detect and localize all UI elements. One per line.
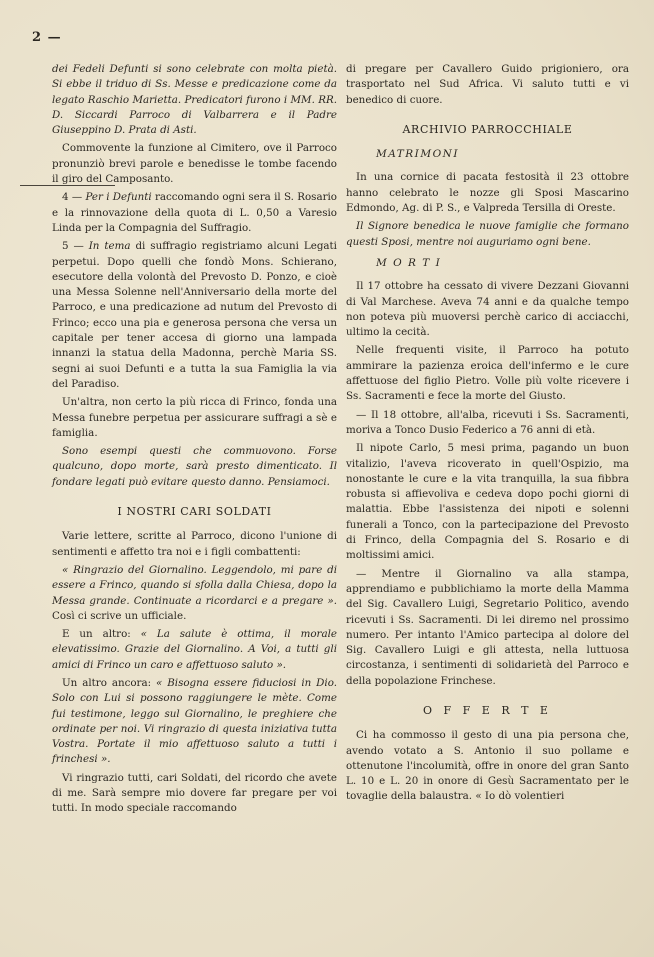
soldati-heading: I NOSTRI CARI SOLDATI [117,505,272,519]
nipote-paragraph: Il nipote Carlo, 5 mesi prima, pagando un buon vitalizio, l'aveva ricoverato in quell'Ospizio, ma nonostante le cure e la vita tranquilla, la sua fibbra robusta si affievoliva e cedeva dopo pochi giorni di malattia. Ebbe l'assistenza dei nipoti e solenni funerali a Tonco, con la partecipazione del Prevosto di Frinco, della Compagnia del S. Rosario e di moltissimi amici. [346,442,629,562]
morti-subheading: M O R T I [376,256,442,269]
dezzani-paragraph: Il 17 ottobre ha cessato di vivere Dezzani Giovanni di Val Marchese. Aveva 74 anni e da qualche tempo non poteva più muoversi perchè carico di acciacchi, ultimo la cecità. [346,280,629,339]
nozze-paragraph: In una cornice di pacata festosità il 23 ottobre hanno celebrato le nozze gli Sposi Mascarino Edmondo, Ag. di P. S., e Valpreda Tersilla di Oreste. [346,171,629,215]
visite-paragraph: Nelle frequenti visite, il Parroco ha potuto ammirare la pazienza eroica dell'infermo e le cure affettuose del figlio Pietro. Volle più volte ricevere i Ss. Sacramenti e fece la morte del Giusto. [346,344,629,403]
altro-ancora-quote: Un altro ancora: « Bisogna essere fiduciosi in Dio. Solo con Lui si possono raggiungere le mète. Come fui testimone, leggo sul Giornalino, le preghiere che ordinate per noi. Vi ringrazio di questa iniziativa tutta Vostra. Portate il mio affettuoso saluto a tutti i frinchesi ». [52,676,337,766]
cimitero-paragraph: Commovente la funzione al Cimitero, ove il Parroco pronunziò brevi parole e benedisse le tombe facendo il giro del Camposanto. [52,142,337,186]
rosario-paragraph: 4 — Per i Defunti raccomando ogni sera il S. Rosario e la rinnovazione della quota di L. 0,50 a Varesio Linda per la Compagnia del Suffragio. [52,191,337,234]
right-column [346,62,629,808]
altro-quote: E un altro: « La salute è ottima, il morale elevatissimo. Grazie del Giornalino. A Voi, a tutti gli amici di Frinco un caro e affettuoso saluto ». [52,628,338,671]
ringrazio-paragraph: Vi ringrazio tutti, cari Soldati, del ricordo che avete di me. Sarà sempre mio dovere far pregare per voi tutti. In modo speciale raccomando [52,771,337,815]
benedizione-paragraph: Il Signore benedica le nuove famiglie che formano questi Sposi, mentre noi auguriamo ogni bene. [346,220,629,248]
esempi-paragraph: Sono esempi questi che commuovono. Forse qualcuno, dopo morte, sarà presto dimenticato. Il fondare legati può evitare questo danno. Pensiamoci. [52,445,337,488]
legati-paragraph: 5 — In tema di suffragio registriamo alcuni Legati perpetui. Dopo quelli che fondò Mons. Schierano, esecutore della volontà del Prevosto D. Ponzo, e cioè una Messa Solenne nell'Anniversario della morte del Parroco, e una predicazione ad nutum del Prevosto di Frinco; ecco una pia e generosa persona che versa un capitale per tener accesa di giorno una lampada innanzi la statua della Madonna, perchè Maria SS. segni ai suoi Defunti e a tutta la sua Famiglia la via del Paradiso. [52,240,337,390]
messa-funebre-paragraph: Un'altra, non certo la più ricca di Frinco, fonda una Messa funebre perpetua per assicurare suffragi a sè e famiglia. [52,396,337,439]
lettere-paragraph: Varie lettere, scritte al Parroco, dicono l'unione di sentimenti e affetto tra noi e i figli combattenti: [52,530,337,558]
prigioniero-paragraph: di pregare per Cavallero Guido prigioniero, ora trasportato nel Sud Africa. Vi saluto tutti e vi benedico di cuore. [346,63,629,106]
offerte-heading: O F F E R T E [423,703,552,717]
archivio-heading: ARCHIVIO PARROCCHIALE [402,122,573,136]
matrimoni-subheading: MATRIMONI [376,148,460,161]
left-column [52,62,337,820]
ufficiale-quote: « Ringrazio del Giornalino. Leggendolo, mi pare di essere a Frinco, quando si sfolla dalla Chiesa, dopo la Messa grande. Continuate a ricordarci e a pregare ». Così ci scrive un ufficiale. [52,563,337,622]
defunti-paragraph: dei Fedeli Defunti si sono celebrate con molta pietà. Si ebbe il triduo di Ss. Messe e predicazione come da legato Raschio Marietta. Predicatori furono i MM. RR. D. Siccardi Parroco di Valbarrera e il Padre Giuseppino D. Prata di Asti. [52,63,337,137]
dusio-paragraph: — Il 18 ottobre, all'alba, ricevuti i Ss. Sacramenti, moriva a Tonco Dusio Federico a 76 anni di età. [346,408,629,436]
page-number: 2 — [32,30,62,45]
cavallero-paragraph: — Mentre il Giornalino va alla stampa, apprendiamo e pubblichiamo la morte della Mamma del Sig. Cavallero Luigi, Segretario Politico, avendo ricevuti i Ss. Sacramenti. Di lei diremo nel prossimo numero. Per intanto l'Amico partecipa al dolore del Sig. Cavallero Luigi e gli attesta, nella luttuosa circostanza, i sentimenti di solidarietà del Parroco e della popolazione Frinchese. [346,567,629,687]
offerte-paragraph: Ci ha commosso il gesto di una pia persona che, avendo votato a S. Antonio il suo pollame e ottenutone l'incolumità, offre in onore del gran Santo L. 10 e L. 20 in onore di Gesù Sacramentato per le tovaglie della balaustra. « Io dò volentieri [346,729,629,803]
